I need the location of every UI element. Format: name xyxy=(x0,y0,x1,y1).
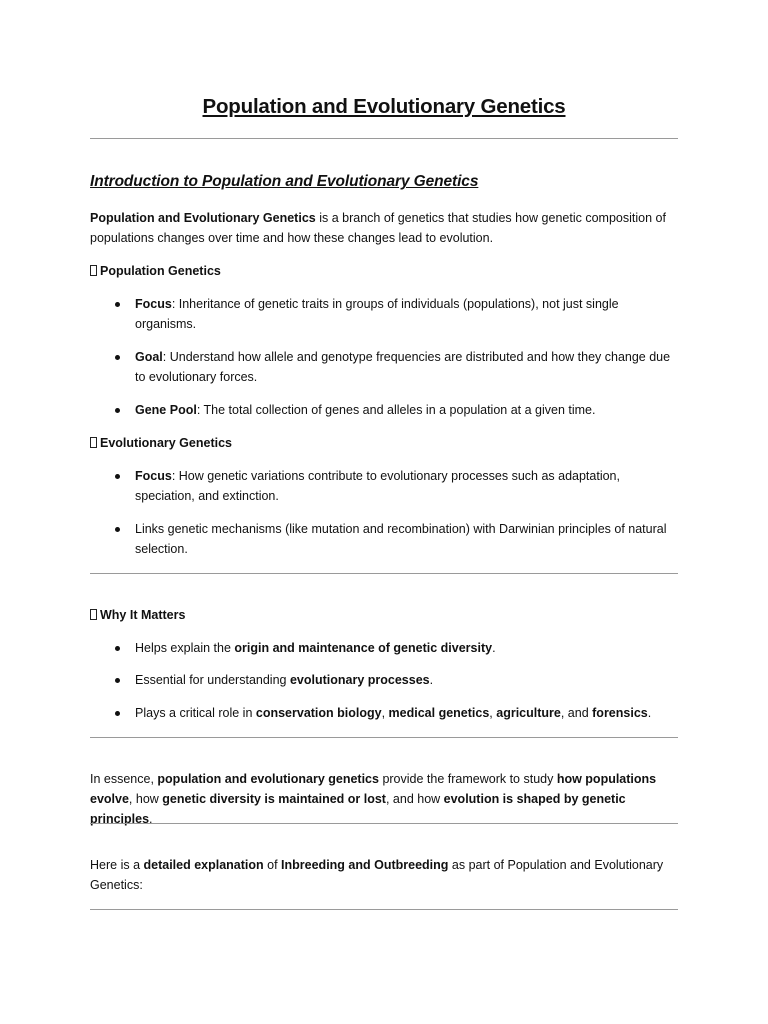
bullet-icon xyxy=(115,678,120,683)
essence-paragraph: In essence, population and evolutionary genetics provide the framework to study how populations evolve, how genetic diversity is maintained or lost, and how evolution is shaped by genetic principles. xyxy=(90,772,657,826)
list-item: Focus: Inheritance of genetic traits in groups of individuals (populations), not just single organisms. xyxy=(135,294,678,334)
bullet-icon xyxy=(115,711,120,716)
bullet-icon xyxy=(115,355,120,360)
divider xyxy=(90,823,678,824)
why-it-matters-subheading: Why It Matters xyxy=(90,605,185,625)
divider xyxy=(90,138,678,139)
population-genetics-subheading: Population Genetics xyxy=(90,261,221,281)
document-title: Population and Evolutionary Genetics xyxy=(202,95,566,118)
missing-glyph-icon xyxy=(90,437,97,448)
missing-glyph-icon xyxy=(90,609,97,620)
bullet-icon xyxy=(115,302,120,307)
list-item: Plays a critical role in conservation biology, medical genetics, agriculture, and forensics. xyxy=(135,703,678,723)
list-item: Gene Pool: The total collection of genes and alleles in a population at a given time. xyxy=(135,400,678,420)
intro-paragraph: Population and Evolutionary Genetics is a branch of genetics that studies how genetic composition of populations changes over time and how these changes lead to evolution. xyxy=(90,211,666,245)
intro-term: Population and Evolutionary Genetics xyxy=(90,211,316,225)
bullet-icon xyxy=(115,474,120,479)
list-item: Goal: Understand how allele and genotype frequencies are distributed and how they change due to evolutionary forces. xyxy=(135,347,678,387)
list-item: Focus: How genetic variations contribute to evolutionary processes such as adaptation, speciation, and extinction. xyxy=(135,466,678,506)
closing-paragraph: Here is a detailed explanation of Inbreeding and Outbreeding as part of Population and Evolutionary Genetics: xyxy=(90,858,664,892)
missing-glyph-icon xyxy=(90,265,97,276)
bullet-icon xyxy=(115,646,120,651)
list-item: Links genetic mechanisms (like mutation and recombination) with Darwinian principles of natural selection. xyxy=(135,519,678,559)
bullet-icon xyxy=(115,527,120,532)
evolutionary-genetics-subheading: Evolutionary Genetics xyxy=(90,433,232,453)
divider xyxy=(90,909,678,910)
divider xyxy=(90,573,678,574)
intro-heading: Introduction to Population and Evolutionary Genetics xyxy=(90,173,479,190)
list-item: Helps explain the origin and maintenance of genetic diversity. xyxy=(135,638,678,658)
divider xyxy=(90,737,678,738)
list-item: Essential for understanding evolutionary processes. xyxy=(135,670,678,690)
bullet-icon xyxy=(115,408,120,413)
